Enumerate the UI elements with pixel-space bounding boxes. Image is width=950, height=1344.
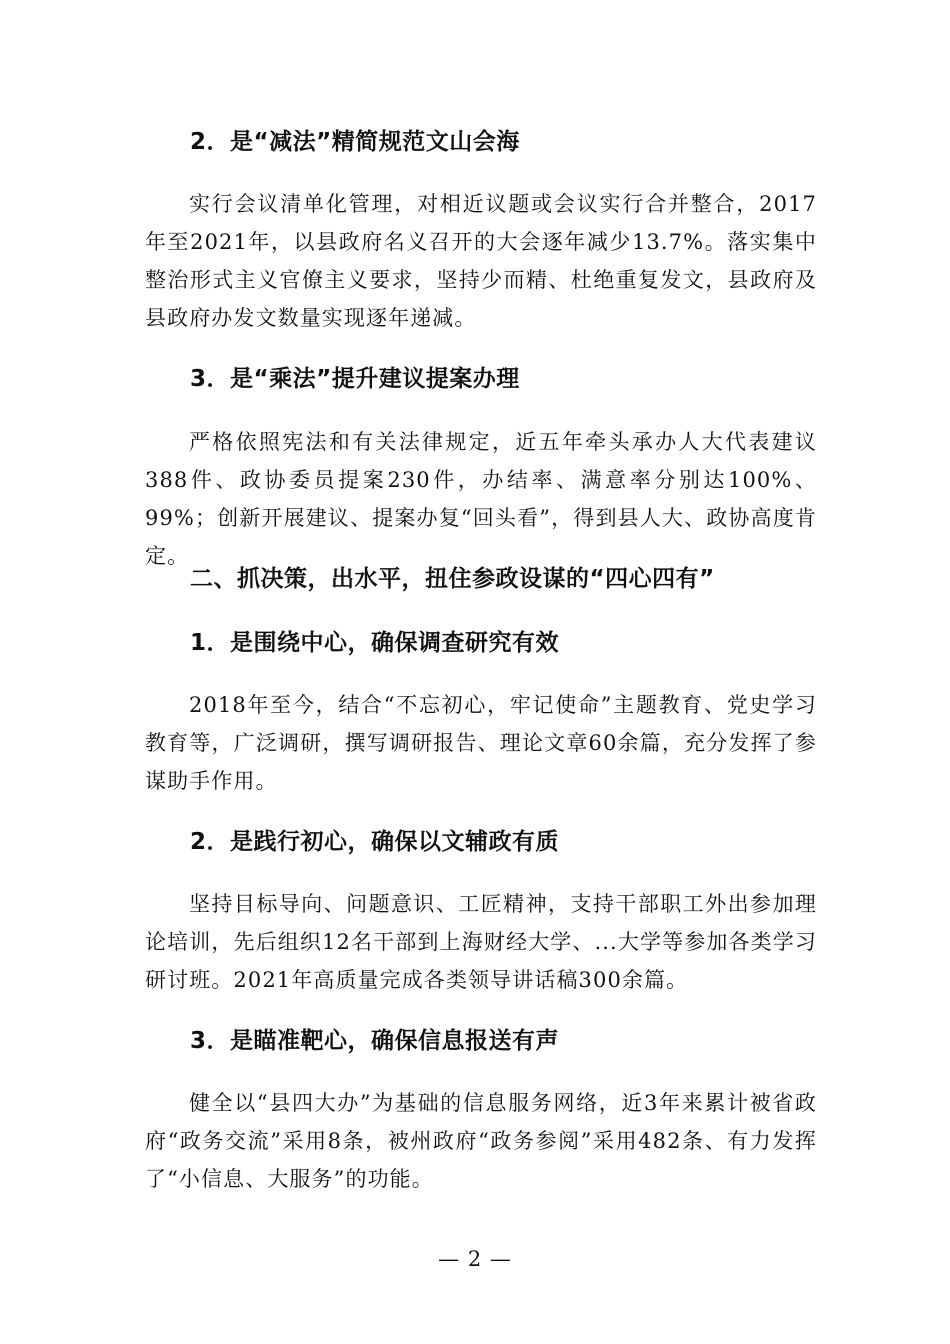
section-heading-information: 3．是瞄准靶心，确保信息报送有声: [190, 1028, 560, 1054]
section-heading-multiplication: 3．是“乘法”提升建议提案办理: [190, 366, 520, 392]
section-heading-research: 1．是围绕中心，确保调查研究有效: [190, 630, 560, 656]
section-paragraph-research: 2018年至今，结合“不忘初心，牢记使命”主题教育、党史学习教育等，广泛调研，撰写调研报告、理论文章60余篇，充分发挥了参谋助手作用。: [145, 693, 817, 793]
section-paragraph-subtraction: 实行会议清单化管理，对相近议题或会议实行合并整合，2017年至2021年，以县政府名义召开的大会逐年减少13.7%。落实集中整治形式主义官僚主义要求，坚持少而精、杜绝重复发文，县政府及县政府办发文数量实现逐年递减。: [145, 192, 817, 330]
section-paragraph-multiplication: 严格依照宪法和有关法律规定，近五年牵头承办人大代表建议388件、政协委员提案230件，办结率、满意率分别达100%、99%；创新开展建议、提案办复“回头看”，得到县人大、政协高度肯定。: [145, 430, 817, 568]
section-paragraph-writing: 坚持目标导向、问题意识、工匠精神，支持干部职工外出参加理论培训，先后组织12名干部到上海财经大学、...大学等参加各类学习研讨班。2021年高质量完成各类领导讲话稿300余篇。: [145, 892, 817, 992]
section-heading-subtraction: 2．是“减法”精简规范文山会海: [190, 129, 520, 155]
page-number: — 2 —: [438, 1247, 512, 1271]
chapter-heading-decision: 二、抓决策，出水平，扭住参政设谋的“四心四有”: [190, 566, 715, 592]
section-heading-writing: 2．是践行初心，确保以文辅政有质: [190, 829, 560, 855]
section-paragraph-information: 健全以“县四大办”为基础的信息服务网络，近3年来累计被省政府“政务交流”采用8条，被州政府“政务参阅”采用482条、有力发挥了“小信息、大服务”的功能。: [145, 1091, 817, 1191]
